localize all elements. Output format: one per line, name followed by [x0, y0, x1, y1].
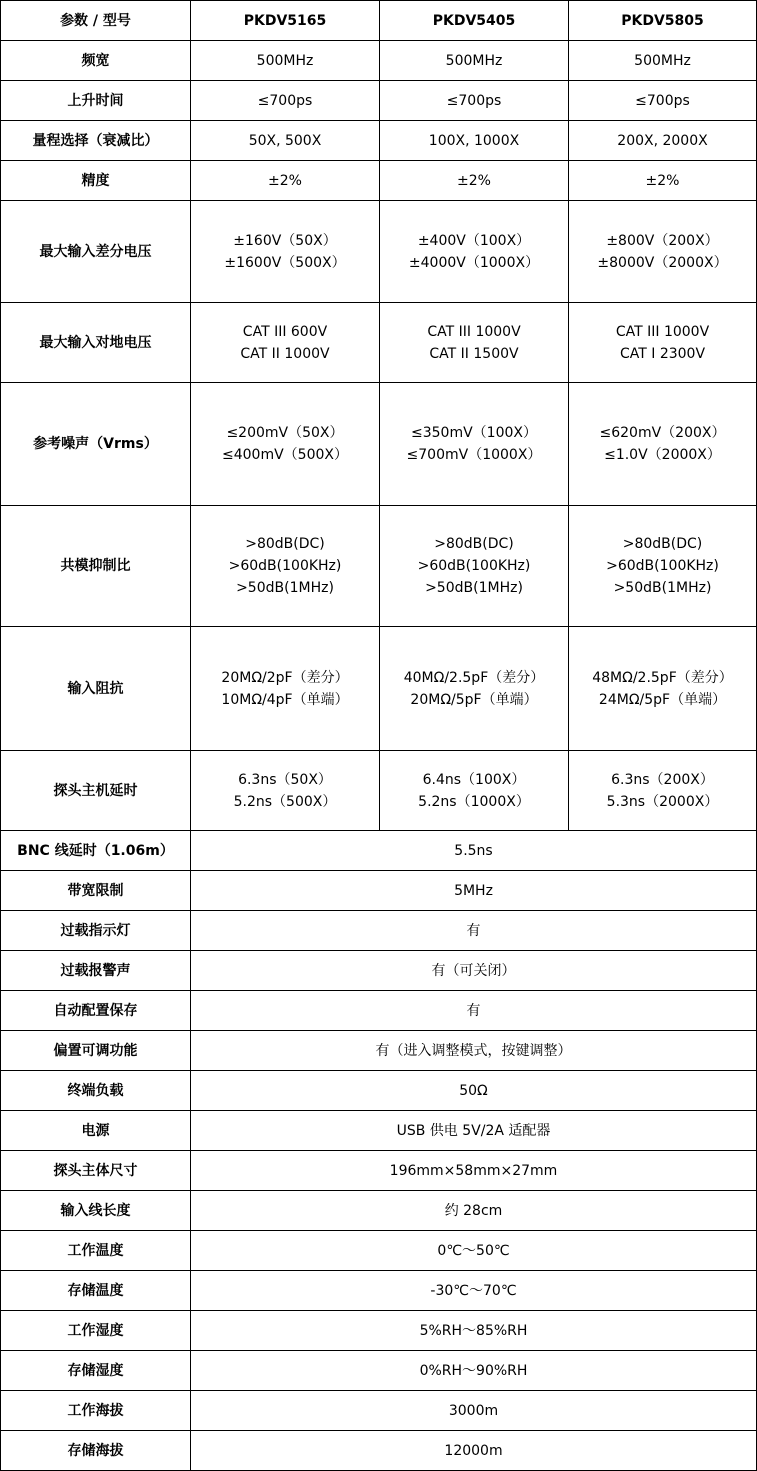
model-value-cell: [569, 121, 757, 161]
spec-row: [1, 506, 757, 627]
spec-row: [1, 1151, 757, 1191]
spec-row: [1, 121, 757, 161]
shared-value-cell: 0℃～50℃: [191, 1231, 757, 1271]
shared-value-cell: USB 供电 5V/2A 适配器: [191, 1111, 757, 1151]
model-specs: [1, 41, 757, 831]
param-label: 共模抑制比: [1, 506, 191, 627]
value-line: 20MΩ/5pF（单端）: [410, 691, 538, 708]
value-line: ±2%: [457, 172, 491, 189]
spec-row: [1, 1071, 757, 1111]
value-line: 500MHz: [634, 52, 691, 69]
value-line: >60dB(100KHz): [606, 558, 719, 574]
param-label: 电源: [1, 1111, 191, 1151]
model-value-cell: [191, 41, 380, 81]
shared-value-cell: -30℃～70℃: [191, 1271, 757, 1311]
model-value-cell: [569, 751, 757, 831]
value-line: >80dB(DC): [622, 536, 703, 552]
spec-row: [1, 871, 757, 911]
model-value-cell: [380, 81, 569, 121]
model-value-cell: [569, 41, 757, 81]
header-param-label: 参数 / 型号: [1, 1, 191, 41]
param-label: 过载指示灯: [1, 911, 191, 951]
model-value-cell: [380, 121, 569, 161]
model-value-cell: [569, 383, 757, 506]
shared-value-cell: 约 28cm: [191, 1191, 757, 1231]
model-value-cell: [569, 627, 757, 751]
value-line: >50dB(1MHz): [236, 580, 334, 596]
param-label: 输入阻抗: [1, 627, 191, 751]
param-label: 参考噪声（Vrms）: [1, 383, 191, 506]
shared-value-cell: 5MHz: [191, 871, 757, 911]
spec-row: [1, 1431, 757, 1471]
value-line: ≤700ps: [257, 92, 313, 109]
spec-row: [1, 201, 757, 303]
value-line: 6.3ns（200X）: [611, 771, 714, 788]
model-value-cell: [191, 161, 380, 201]
spec-row: [1, 1031, 757, 1071]
value-line: 200X, 2000X: [617, 132, 708, 149]
model-value-cell: [380, 161, 569, 201]
value-line: >50dB(1MHz): [425, 580, 523, 596]
value-line: ≤700mV（1000X）: [406, 447, 542, 463]
shared-value-cell: 有: [191, 911, 757, 951]
value-line: ≤400mV（500X）: [222, 447, 348, 463]
shared-value-cell: 12000m: [191, 1431, 757, 1471]
value-line: CAT III 1000V: [615, 323, 710, 340]
value-line: 5.2ns（500X）: [233, 793, 337, 810]
spec-row: [1, 303, 757, 383]
value-line: ≤700ps: [635, 92, 690, 109]
shared-value-cell: 有（可关闭）: [191, 951, 757, 991]
model-value-cell: [191, 506, 380, 627]
model-value-cell: [380, 627, 569, 751]
value-line: ±1600V（500X）: [224, 254, 346, 271]
value-line: 50X, 500X: [248, 132, 322, 149]
param-label: 探头主机延时: [1, 751, 191, 831]
model-value-cell: [380, 303, 569, 383]
spec-row: [1, 161, 757, 201]
param-label: 偏置可调功能: [1, 1031, 191, 1071]
spec-row: [1, 627, 757, 751]
model-value-cell: [569, 201, 757, 303]
param-label: 上升时间: [1, 81, 191, 121]
spec-row: [1, 383, 757, 506]
param-label: 终端负载: [1, 1071, 191, 1111]
value-line: CAT II 1500V: [429, 345, 519, 362]
model-value-cell: [191, 121, 380, 161]
model-value-cell: [191, 751, 380, 831]
header-model-pkdv5405: PKDV5405: [380, 1, 569, 41]
value-line: >80dB(DC): [245, 536, 325, 552]
value-line: CAT II 1000V: [240, 345, 330, 362]
param-label: 频宽: [1, 41, 191, 81]
param-label: 过载报警声: [1, 951, 191, 991]
value-line: ±800V（200X）: [606, 232, 719, 249]
model-value-cell: [380, 506, 569, 627]
spec-row: [1, 1271, 757, 1311]
value-line: ±4000V（1000X）: [408, 254, 540, 271]
param-label: 存储温度: [1, 1271, 191, 1311]
model-value-cell: [191, 201, 380, 303]
value-line: CAT III 1000V: [427, 323, 521, 340]
shared-value-cell: 0%RH～90%RH: [191, 1351, 757, 1391]
value-line: ±160V（50X）: [233, 232, 337, 249]
header-model-pkdv5805: PKDV5805: [569, 1, 757, 41]
param-label: 最大输入差分电压: [1, 201, 191, 303]
param-label: 精度: [1, 161, 191, 201]
shared-specs: [1, 831, 757, 1471]
value-line: ≤620mV（200X）: [599, 425, 726, 441]
spec-row: [1, 751, 757, 831]
shared-value-cell: 5.5ns: [191, 831, 757, 871]
param-label: 量程选择（衰减比）: [1, 121, 191, 161]
spec-row: [1, 951, 757, 991]
spec-row: [1, 1191, 757, 1231]
value-line: >60dB(100KHz): [228, 558, 342, 574]
value-line: >60dB(100KHz): [417, 558, 531, 574]
param-label: 输入线长度: [1, 1191, 191, 1231]
model-value-cell: [191, 627, 380, 751]
model-value-cell: [380, 751, 569, 831]
spec-row: [1, 911, 757, 951]
value-line: 20MΩ/2pF（差分）: [221, 669, 349, 686]
param-label: 存储湿度: [1, 1351, 191, 1391]
spec-row: [1, 41, 757, 81]
spec-row: [1, 1351, 757, 1391]
shared-value-cell: 50Ω: [191, 1071, 757, 1111]
value-line: 6.3ns（50X）: [238, 771, 332, 788]
value-line: 6.4ns（100X）: [422, 771, 526, 788]
value-line: CAT III 600V: [242, 323, 328, 340]
value-line: ≤350mV（100X）: [411, 425, 537, 441]
model-value-cell: [380, 383, 569, 506]
value-line: ≤1.0V（2000X）: [604, 447, 721, 463]
value-line: 40MΩ/2.5pF（差分）: [403, 669, 545, 686]
value-line: 10MΩ/4pF（单端）: [221, 691, 349, 708]
shared-value-cell: 有: [191, 991, 757, 1031]
param-label: 工作海拔: [1, 1391, 191, 1431]
param-label: 最大输入对地电压: [1, 303, 191, 383]
spec-row: [1, 1311, 757, 1351]
model-value-cell: [380, 201, 569, 303]
model-value-cell: [380, 41, 569, 81]
param-label: 工作温度: [1, 1231, 191, 1271]
spec-row: [1, 1391, 757, 1431]
model-value-cell: [191, 303, 380, 383]
shared-value-cell: 196mm×58mm×27mm: [191, 1151, 757, 1191]
shared-value-cell: 有（进入调整模式，按键调整）: [191, 1031, 757, 1071]
value-line: >50dB(1MHz): [613, 580, 712, 596]
param-label: 存储海拔: [1, 1431, 191, 1471]
param-label: 自动配置保存: [1, 991, 191, 1031]
value-line: 500MHz: [256, 52, 314, 69]
shared-value-cell: 3000m: [191, 1391, 757, 1431]
param-label: 工作湿度: [1, 1311, 191, 1351]
model-value-cell: [569, 506, 757, 627]
value-line: CAT I 2300V: [619, 345, 706, 362]
header-model-pkdv5165: PKDV5165: [191, 1, 380, 41]
model-value-cell: [569, 81, 757, 121]
value-line: ≤200mV（50X）: [226, 425, 344, 441]
spec-row: [1, 1111, 757, 1151]
model-value-cell: [569, 303, 757, 383]
value-line: 24MΩ/5pF（单端）: [598, 691, 727, 708]
value-line: 5.2ns（1000X）: [418, 793, 530, 810]
value-line: >80dB(DC): [434, 536, 514, 552]
value-line: 100X, 1000X: [428, 132, 520, 149]
value-line: ±2%: [645, 172, 680, 189]
param-label: 带宽限制: [1, 871, 191, 911]
value-line: ±400V（100X）: [417, 232, 531, 249]
value-line: 5.3ns（2000X）: [606, 793, 719, 810]
shared-value-cell: 5%RH～85%RH: [191, 1311, 757, 1351]
spec-row: [1, 831, 757, 871]
spec-row: [1, 991, 757, 1031]
value-line: ±8000V（2000X）: [597, 254, 728, 271]
param-label: BNC 线延时（1.06m）: [1, 831, 191, 871]
value-line: 500MHz: [445, 52, 503, 69]
model-value-cell: [191, 81, 380, 121]
spec-row: [1, 1231, 757, 1271]
value-line: 48MΩ/2.5pF（差分）: [592, 669, 733, 686]
value-line: ±2%: [268, 172, 302, 189]
model-value-cell: [569, 161, 757, 201]
param-label: 探头主体尺寸: [1, 1151, 191, 1191]
header-row: [1, 1, 757, 41]
spec-row: [1, 81, 757, 121]
value-line: ≤700ps: [446, 92, 502, 109]
model-value-cell: [191, 383, 380, 506]
